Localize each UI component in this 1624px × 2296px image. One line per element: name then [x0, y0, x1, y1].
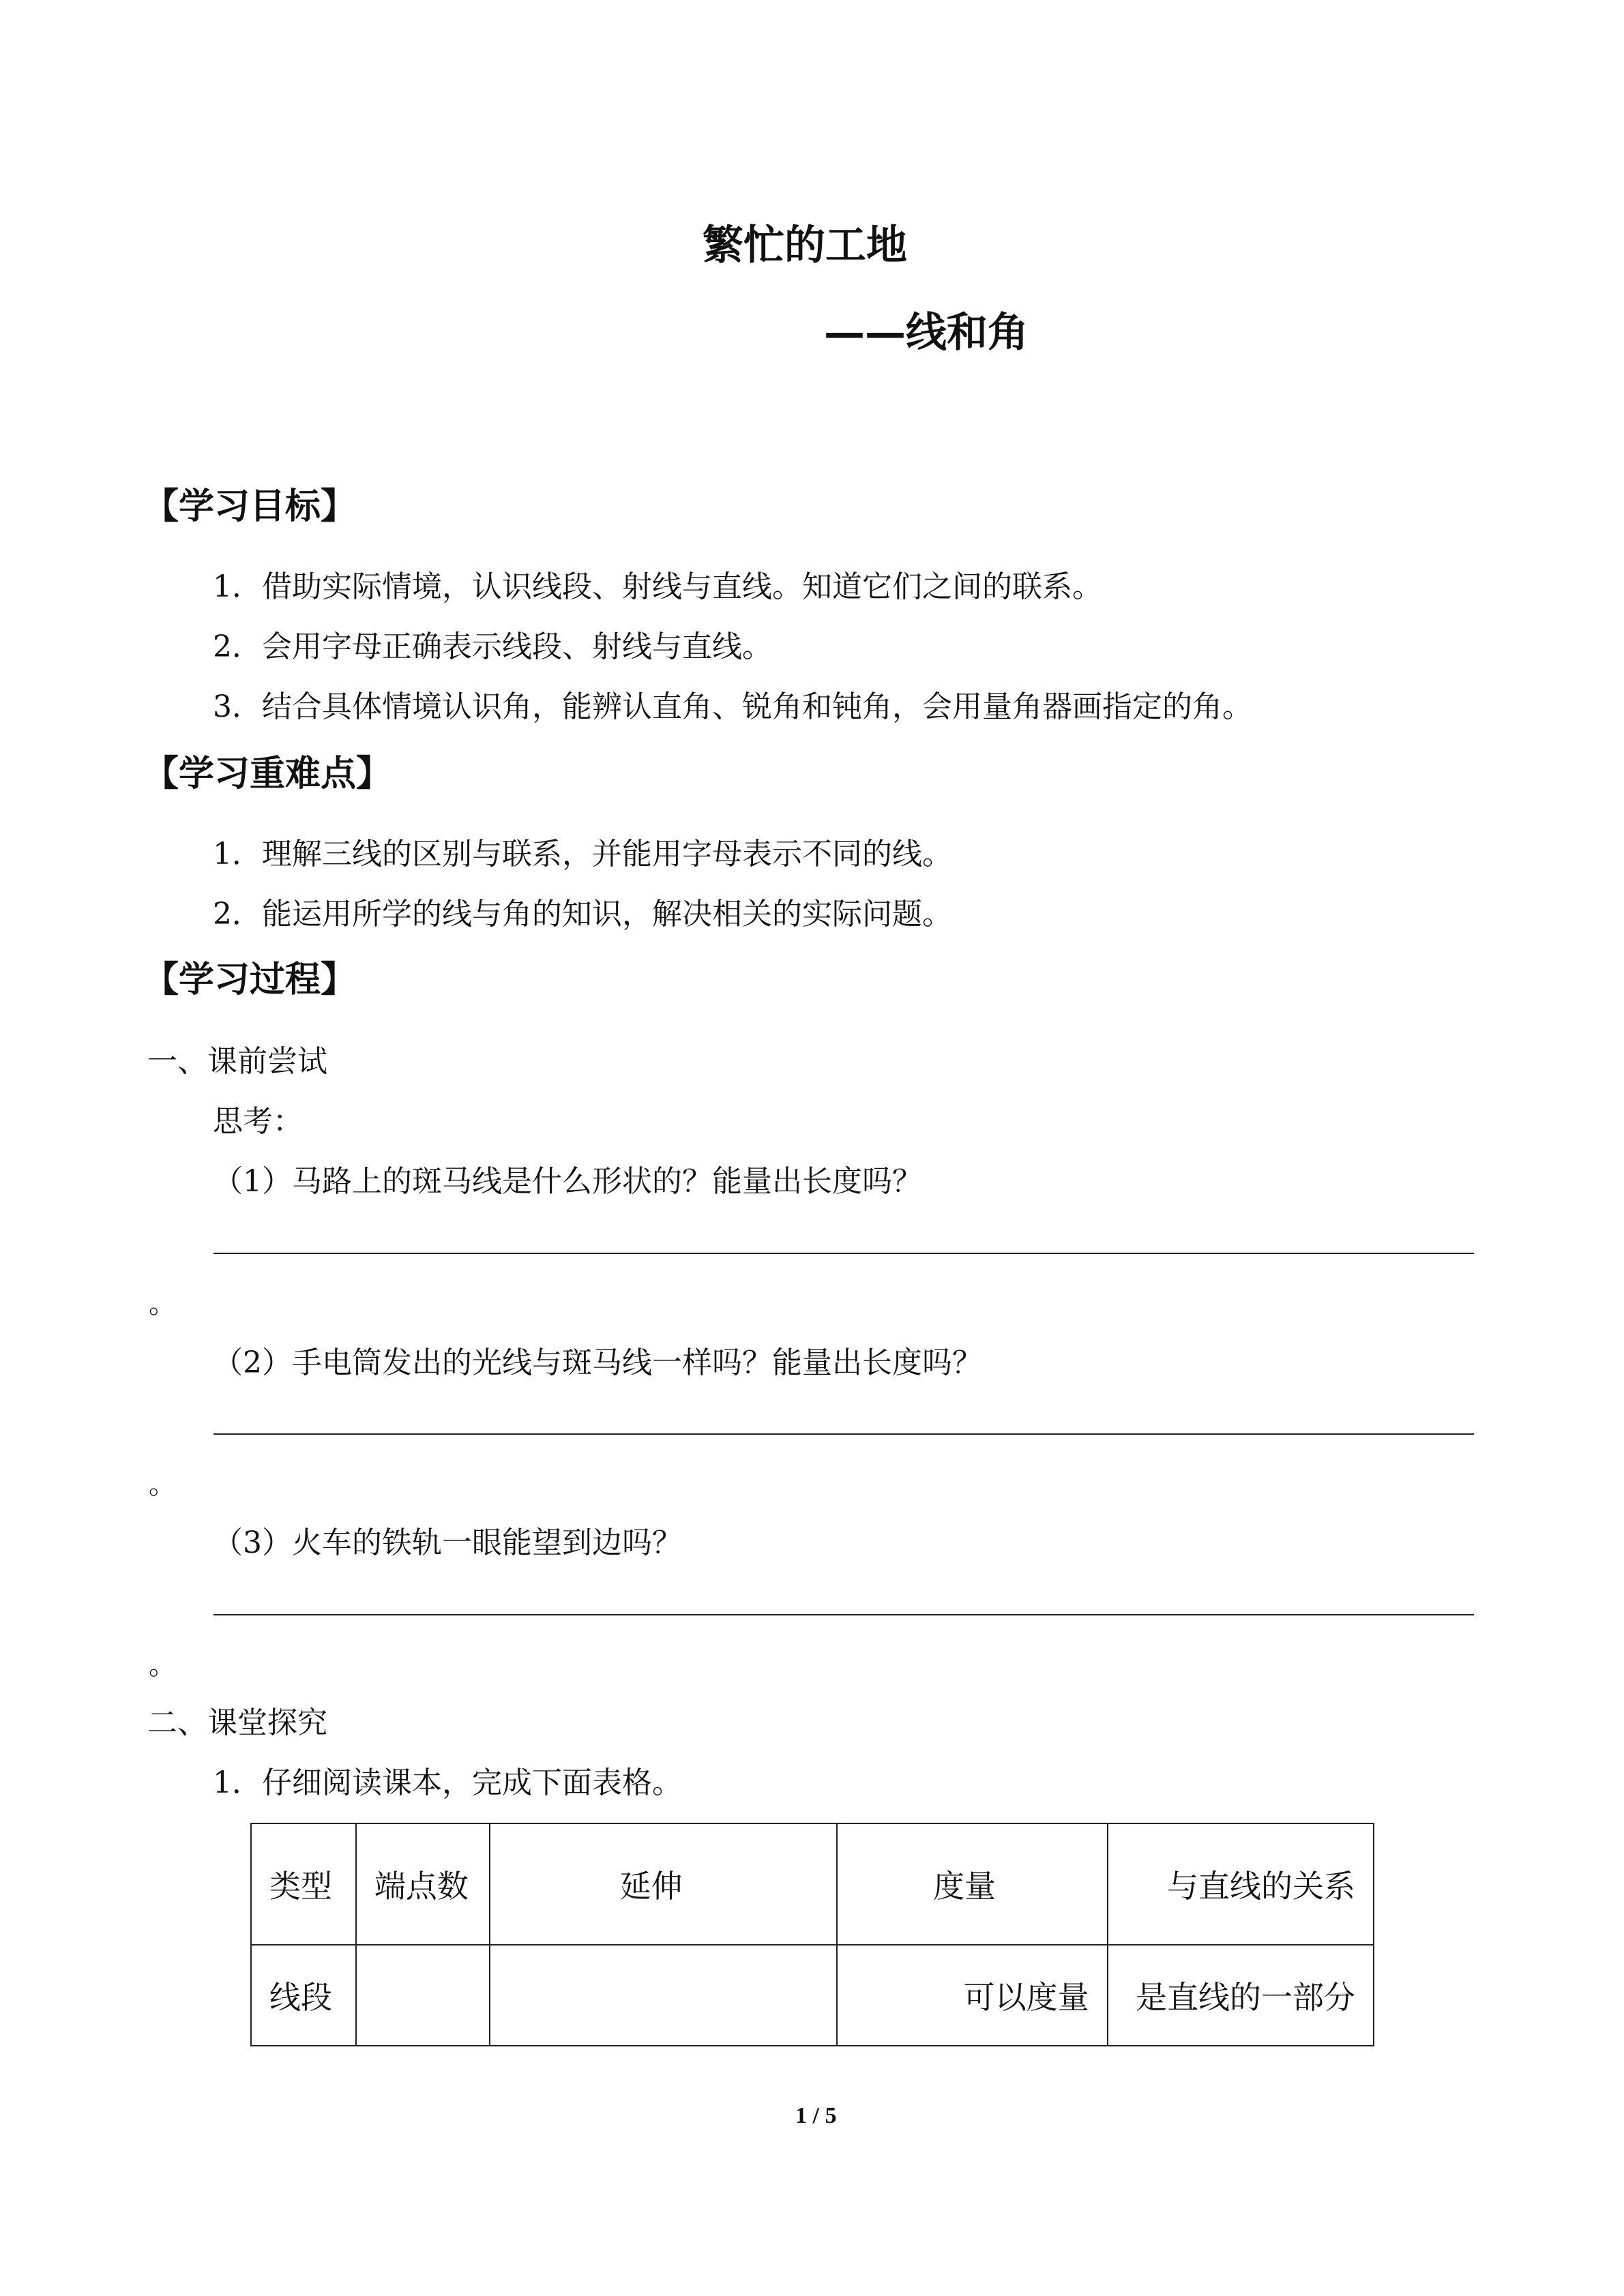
table-cell: 是直线的一部分 [1108, 1945, 1374, 2046]
objective-item: 1．借助实际情境，认识线段、射线与直线。知道它们之间的联系。 [213, 569, 1102, 604]
difficulty-item: 2．能运用所学的线与角的知识，解决相关的实际问题。 [213, 897, 952, 931]
table-row [251, 1945, 1374, 2046]
answer-line[interactable] [213, 1433, 1474, 1435]
difficulties-heading: 【学习重难点】 [143, 754, 392, 794]
header-cell: 类型 [251, 1823, 356, 1945]
header-cell: 延伸 [490, 1823, 837, 1945]
think-prompt: 思考： [213, 1104, 303, 1139]
part2-title: 二、课堂探究 [147, 1705, 327, 1740]
table-cell-blank[interactable] [356, 1945, 490, 2046]
end-mark: 。 [149, 1288, 176, 1320]
end-mark: 。 [149, 1469, 176, 1500]
table-cell-blank[interactable] [490, 1945, 837, 2046]
question-item: （3）火车的铁轨一眼能望到边吗？ [213, 1525, 682, 1560]
part1-title: 一、课前尝试 [147, 1044, 327, 1079]
answer-line[interactable] [213, 1253, 1474, 1254]
table-cell: 线段 [251, 1945, 356, 2046]
objective-item: 2．会用字母正确表示线段、射线与直线。 [213, 629, 772, 664]
process-heading: 【学习过程】 [143, 959, 357, 1000]
question-item: （2）手电筒发出的光线与斑马线一样吗？能量出长度吗？ [213, 1345, 982, 1380]
answer-line[interactable] [213, 1614, 1474, 1615]
table-cell: 可以度量 [837, 1945, 1108, 2046]
table-header-row [251, 1823, 1374, 1945]
difficulty-item: 1．理解三线的区别与联系，并能用字母表示不同的线。 [213, 837, 952, 871]
table-task: 1．仔细阅读课本，完成下面表格。 [213, 1765, 682, 1800]
objective-item: 3．结合具体情境认识角，能辨认直角、锐角和钝角，会用量角器画指定的角。 [213, 689, 1252, 724]
lines-table [250, 1823, 1374, 2046]
header-cell: 与直线的关系 [1108, 1823, 1374, 1945]
objectives-heading: 【学习目标】 [143, 486, 357, 527]
doc-title: 繁忙的工地 [703, 222, 907, 269]
header-cell: 端点数 [356, 1823, 490, 1945]
page-number: 1 / 5 [795, 2103, 837, 2128]
header-cell: 度量 [837, 1823, 1108, 1945]
end-mark: 。 [149, 1650, 176, 1681]
doc-subtitle: ——线和角 [824, 309, 1029, 357]
question-item: （1）马路上的斑马线是什么形状的？能量出长度吗？ [213, 1164, 922, 1199]
